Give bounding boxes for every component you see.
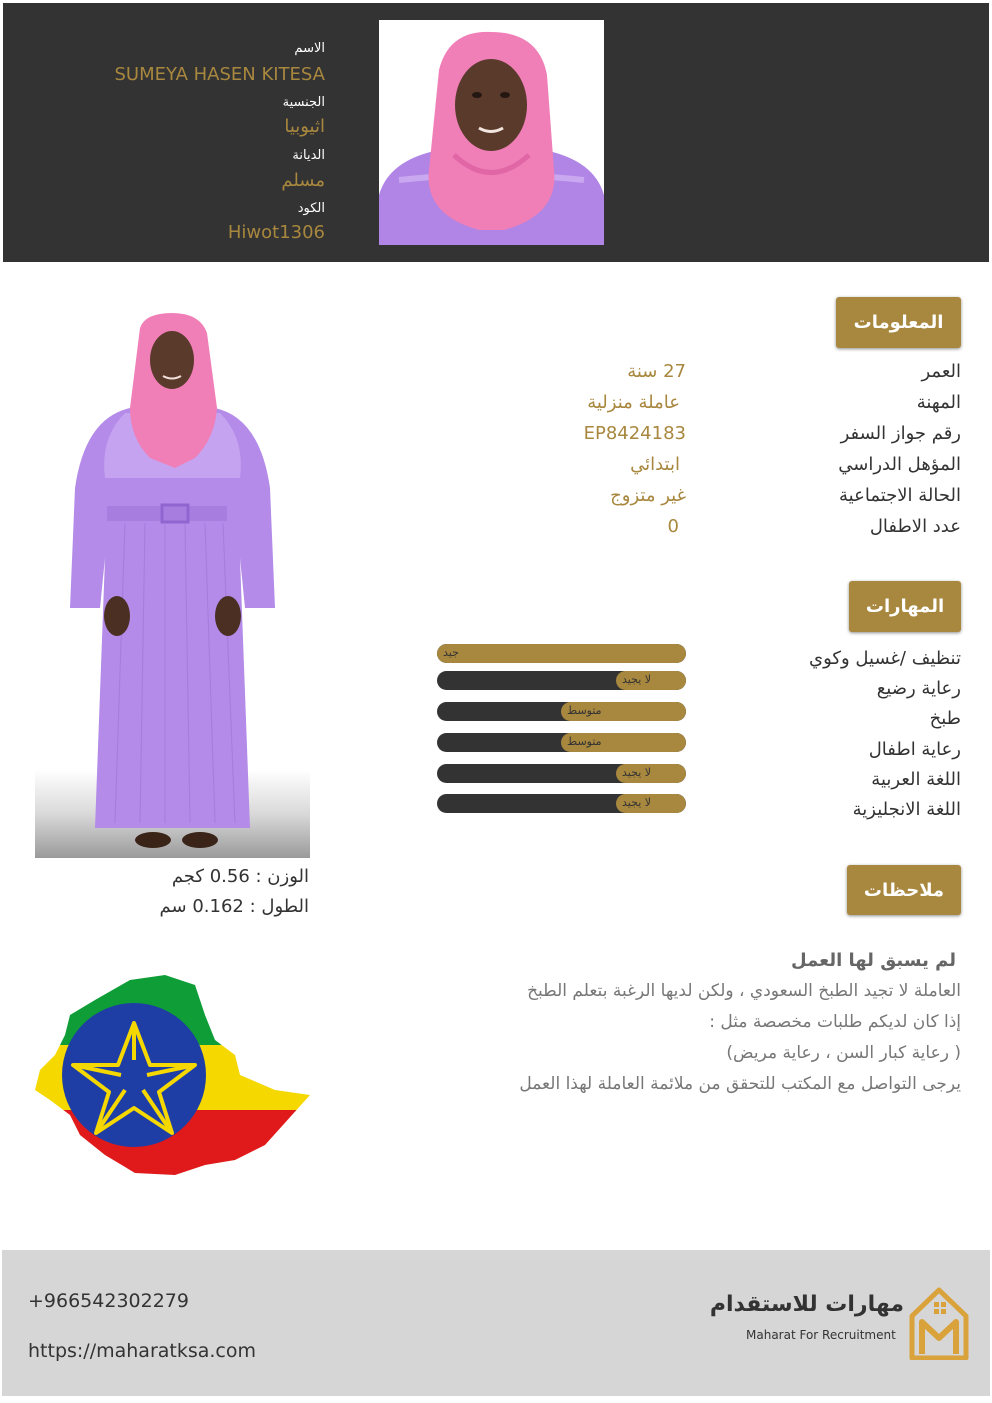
nationality-value: اثيوبيا bbox=[284, 116, 325, 137]
skill-level-text: لا يجيد bbox=[622, 796, 652, 809]
note-line-1: العاملة لا تجيد الطبخ السعودي ، ولكن لديها الرغبة بتعلم الطبخ bbox=[527, 981, 961, 1001]
skills-section-title: المهارات bbox=[849, 581, 961, 632]
notes-section-title: ملاحظات bbox=[847, 865, 961, 915]
skill-level-text: متوسط bbox=[567, 704, 602, 717]
skill-fill bbox=[437, 644, 686, 663]
passport-label: رقم جواز السفر bbox=[840, 423, 961, 444]
skill-bar-arabic bbox=[437, 764, 686, 783]
children-value: 0 bbox=[667, 516, 679, 537]
marital-status-label: الحالة الاجتماعية bbox=[839, 485, 961, 506]
company-logo-icon bbox=[908, 1286, 970, 1360]
skill-label-english: اللغة الانجليزية bbox=[852, 799, 961, 820]
notes-heading: لم يسبق لها العمل bbox=[791, 950, 956, 971]
note-line-2: إذا كان لديكم طلبات مخصصة مثل : bbox=[709, 1012, 961, 1032]
skill-level-text: جيد bbox=[443, 646, 459, 659]
skill-label-cooking: طبخ bbox=[929, 708, 961, 729]
skill-bar-english bbox=[437, 794, 686, 813]
marital-status-value: غير متزوج bbox=[610, 485, 686, 506]
code-value: Hiwot1306 bbox=[227, 222, 325, 243]
skill-label-childcare: رعاية اطفال bbox=[868, 739, 961, 760]
education-value: ابتدائي bbox=[630, 454, 680, 475]
skill-level-text: لا يجيد bbox=[622, 673, 652, 686]
website-link[interactable]: https://maharatksa.com bbox=[28, 1340, 257, 1362]
religion-value: مسلم bbox=[281, 170, 325, 191]
info-section-title: المعلومات bbox=[836, 297, 961, 348]
education-label: المؤهل الدراسي bbox=[838, 454, 961, 475]
phone-number: +966542302279 bbox=[28, 1290, 189, 1312]
skill-bar-cooking bbox=[437, 702, 686, 721]
skill-level-text: متوسط bbox=[567, 735, 602, 748]
passport-value: EP8424183 bbox=[583, 423, 686, 444]
skill-bar-childcare bbox=[437, 733, 686, 752]
age-value: 27 سنة bbox=[627, 361, 686, 382]
ethiopia-flag-map bbox=[35, 975, 310, 1177]
nationality-label: الجنسية bbox=[282, 95, 325, 110]
logo-arabic: مهارات للاستقدام bbox=[709, 1292, 904, 1317]
name-value: SUMEYA HASEN KITESA bbox=[114, 64, 325, 85]
name-label: الاسم bbox=[294, 41, 325, 56]
skill-label-infant-care: رعاية رضيع bbox=[876, 678, 961, 699]
skill-label-arabic: اللغة العربية bbox=[871, 769, 961, 790]
code-label: الكود bbox=[297, 201, 325, 216]
skill-level-text: لا يجيد bbox=[622, 766, 652, 779]
religion-label: الديانة bbox=[292, 148, 325, 163]
profession-label: المهنة bbox=[916, 392, 961, 413]
profession-value: عاملة منزلية bbox=[587, 392, 680, 413]
note-line-3: ( رعاية كبار السن ، رعاية مريض) bbox=[726, 1043, 961, 1063]
weight-text: الوزن : 0.56 كجم bbox=[171, 866, 309, 887]
logo-english: Maharat For Recruitment bbox=[746, 1328, 896, 1342]
skill-bar-infant-care bbox=[437, 671, 686, 690]
skill-label-cleaning: تنظيف /غسيل وكوي bbox=[809, 648, 961, 669]
company-logo-text bbox=[709, 1292, 904, 1350]
age-label: العمر bbox=[921, 361, 961, 382]
skill-bar-cleaning bbox=[437, 644, 686, 663]
portrait-photo bbox=[379, 20, 604, 245]
note-line-4: يرجى التواصل مع المكتب للتحقق من ملائمة العاملة لهذا العمل bbox=[519, 1074, 961, 1094]
children-label: عدد الاطفال bbox=[869, 516, 961, 537]
footer bbox=[2, 1250, 990, 1396]
full-body-photo bbox=[35, 308, 310, 858]
height-text: الطول : 0.162 سم bbox=[159, 896, 309, 917]
